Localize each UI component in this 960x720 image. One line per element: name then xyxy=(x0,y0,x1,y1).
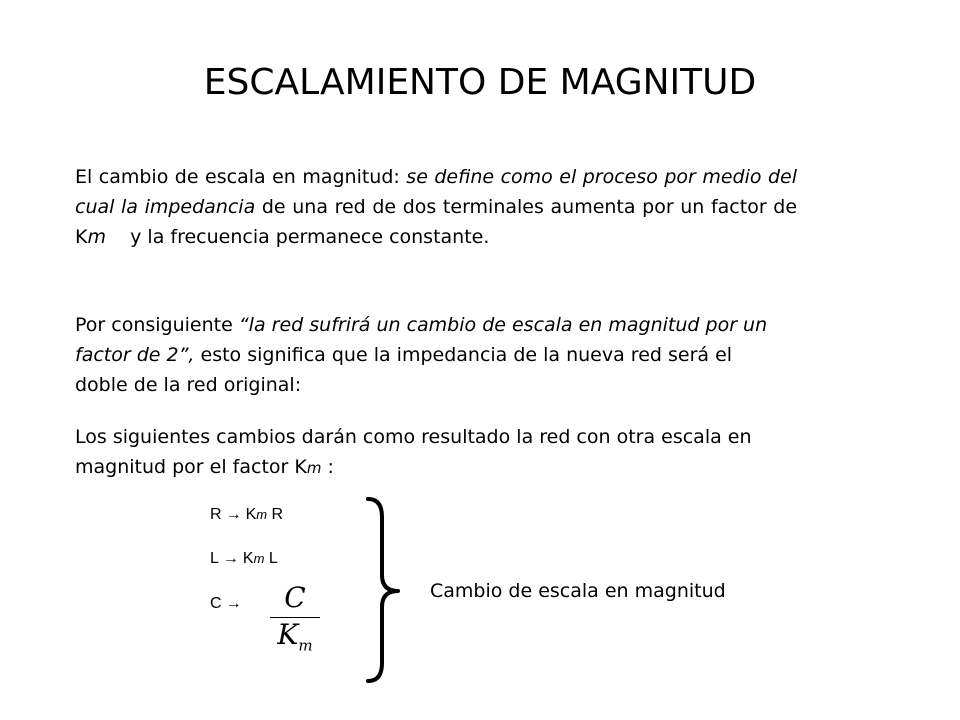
rule-l-left: L xyxy=(210,550,219,567)
arrow-icon: → xyxy=(225,506,242,523)
rule-c-left: C xyxy=(210,595,222,612)
rule-l-right: L xyxy=(268,550,278,567)
right-brace-icon xyxy=(364,495,404,685)
paragraph-definition xyxy=(75,162,797,252)
definition-text-3: y la frecuencia permanece constante. xyxy=(105,226,490,248)
definition-text-1: El cambio de escala en magnitud: xyxy=(75,166,407,188)
slide-title: ESCALAMIENTO DE MAGNITUD xyxy=(203,62,757,103)
arrow-icon: → xyxy=(222,550,239,567)
changes-text-2: : xyxy=(321,456,334,478)
consequence-text-italic: “la red sufrirá un cambio de escala en magnitud por un factor de 2”, xyxy=(75,314,768,366)
rule-r-k: K xyxy=(245,506,257,523)
rule-l-m: m xyxy=(253,551,265,566)
consequence-text-2: esto significa que la impedancia de la nueva red será el doble de la red original: xyxy=(75,344,733,396)
fraction-denominator xyxy=(270,620,320,661)
rule-r-left: R xyxy=(210,506,222,523)
result-label: Cambio de escala en magnitud xyxy=(430,580,726,602)
definition-km-subscript: m xyxy=(87,226,106,248)
paragraph-consequence xyxy=(75,310,775,400)
fraction-denominator-k: K xyxy=(277,618,299,651)
fraction-numerator: C xyxy=(284,581,306,614)
rule-r-m: m xyxy=(256,507,268,522)
rule-capacitance xyxy=(210,595,246,613)
consequence-text-1: Por consiguiente xyxy=(75,314,239,336)
rule-inductance xyxy=(210,550,278,568)
definition-text-2: de una red de dos terminales aumenta por un factor de K xyxy=(75,196,798,248)
rule-l-k: K xyxy=(242,550,254,567)
changes-km-subscript: m xyxy=(306,459,322,477)
arrow-icon: → xyxy=(225,595,242,612)
paragraph-changes xyxy=(75,422,775,483)
rule-r-right: R xyxy=(271,506,284,523)
fraction-denominator-m: m xyxy=(298,636,313,655)
definition-text-italic: se define como el proceso por medio del cual la impedancia xyxy=(75,166,798,218)
changes-text-1: Los siguientes cambios darán como resultado la red con otra escala en magnitud por el factor K xyxy=(75,426,752,478)
capacitance-fraction xyxy=(270,583,320,661)
rule-resistance xyxy=(210,506,283,524)
